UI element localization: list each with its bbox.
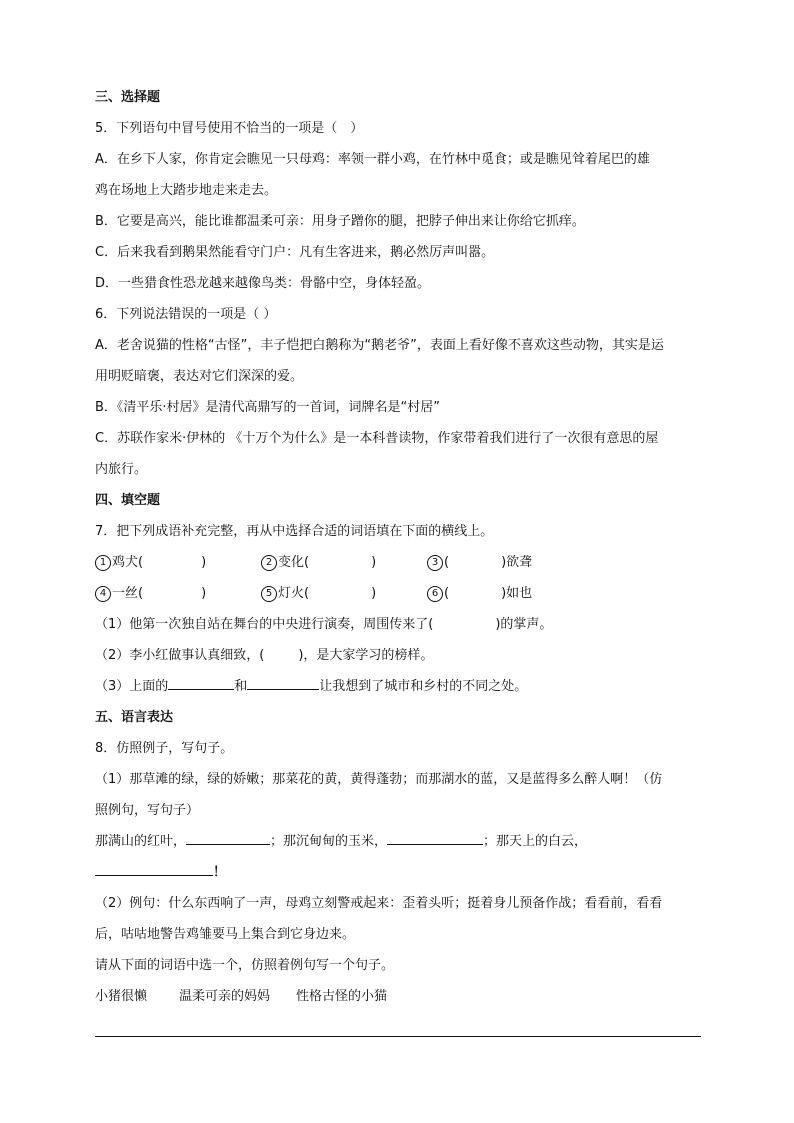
q5-stem: 5．下列语句中冒号使用不恰当的一项是（ ）	[95, 121, 364, 136]
answer-blank[interactable]	[95, 861, 213, 876]
circled-number-3: 3	[427, 555, 443, 571]
idiom-item-5: 5 灯火( )	[261, 578, 427, 609]
idiom-row-1	[95, 547, 701, 578]
q7-sentence-3: （3）上面的 和 让我想到了城市和乡村的不同之处。	[95, 671, 701, 702]
word-option-3: 性格古怪的小猫	[296, 989, 388, 1004]
section-title-fill: 四、填空题	[95, 493, 161, 508]
word-option-2: 温柔可亲的妈妈	[179, 989, 271, 1004]
q8-part2-line2: 后，咕咕地警告鸡雏要马上集合到它身边来。	[95, 927, 356, 942]
q5-option-d: D．一些猎食性恐龙越来越像鸟类：骨骼中空，身体轻盈。	[95, 276, 431, 291]
q8-part1-line1: （1）那草滩的绿，绿的娇嫩；那菜花的黄，黄得蓬勃；而那湖水的蓝，又是蓝得多么醉人啊！（仿	[95, 772, 663, 787]
idiom-item-2: 2 变化( )	[261, 547, 427, 578]
q6-option-c-line2: 内旅行。	[95, 462, 148, 477]
q5-option-c: C．后来我看到鹅果然能看守门户：凡有生客进来，鹅必然厉声叫嚣。	[95, 245, 495, 260]
answer-line[interactable]	[95, 1036, 701, 1037]
q8-part2-line1: （2）例句：什么东西响了一声，母鸡立刻警戒起来：歪着头听；挺着身儿预备作战；看看前，看看	[95, 896, 663, 911]
word-option-1: 小猪很懒	[95, 989, 148, 1004]
circled-number-4: 4	[95, 586, 111, 602]
answer-blank[interactable]	[186, 830, 270, 845]
answer-blank[interactable]	[168, 675, 234, 690]
q6-option-b: B．《清平乐·村居》是清代高鼎写的一首词，词牌名是“村居”	[95, 400, 441, 415]
q8-part2-instruction: 请从下面的词语中选一个，仿照着例句写一个句子。	[95, 958, 395, 973]
answer-blank[interactable]	[247, 675, 319, 690]
q8-word-options	[95, 981, 701, 1012]
idiom-row-2	[95, 578, 701, 609]
circled-number-6: 6	[427, 586, 443, 602]
section-title-choice: 三、选择题	[95, 90, 161, 105]
section-title-expression: 五、语言表达	[95, 710, 174, 725]
q8-stem: 8．仿照例子，写句子。	[95, 741, 234, 756]
idiom-item-1: 1 鸡犬( )	[95, 547, 261, 578]
q8-part1-line2: 照例句，写句子）	[95, 803, 200, 818]
q7-stem: 7．把下列成语补充完整，再从中选择合适的词语填在下面的横线上。	[95, 524, 494, 539]
q6-option-a-line1: A．老舍说猫的性格“古怪”，丰子恺把白鹅称为“鹅老爷”，表面上看好像不喜欢这些动物，其实是运	[95, 338, 664, 353]
q7-sentence-2: （2）李小红做事认真细致，( )，是大家学习的榜样。	[95, 648, 434, 663]
idiom-item-4: 4 一丝( )	[95, 578, 261, 609]
idiom-item-3: 3 ( )欲聋	[427, 547, 593, 578]
q5-option-a-line1: A．在乡下人家，你肯定会瞧见一只母鸡：率领一群小鸡，在竹林中觅食；或是瞧见耸着尾巴的雄	[95, 152, 650, 167]
q5-option-b: B．它要是高兴，能比谁都温柔可亲：用身子蹭你的腿，把脖子伸出来让你给它抓痒。	[95, 214, 585, 229]
idiom-item-6: 6 ( )如也	[427, 578, 593, 609]
q8-part1-fill-line: 那满山的红叶， ；那沉甸甸的玉米， ；那天上的白云，	[95, 826, 701, 857]
q7-sentence-1: （1）他第一次独自站在舞台的中央进行演奏，周围传来了( )的掌声。	[95, 617, 553, 632]
circled-number-2: 2	[261, 555, 277, 571]
q5-option-a-line2: 鸡在场地上大踏步地走来走去。	[95, 183, 278, 198]
q6-stem: 6．下列说法错误的一项是（ ）	[95, 307, 277, 322]
q8-part1-fill-end: ！	[95, 857, 701, 888]
circled-number-5: 5	[261, 586, 277, 602]
answer-blank[interactable]	[387, 830, 483, 845]
worksheet-page	[95, 82, 701, 1012]
q6-option-a-line2: 用明贬暗褒，表达对它们深深的爱。	[95, 369, 304, 384]
circled-number-1: 1	[95, 555, 111, 571]
q6-option-c-line1: C．苏联作家米·伊林的 《十万个为什么》是一本科普读物，作家带着我们进行了一次很有意思的屋	[95, 431, 659, 446]
